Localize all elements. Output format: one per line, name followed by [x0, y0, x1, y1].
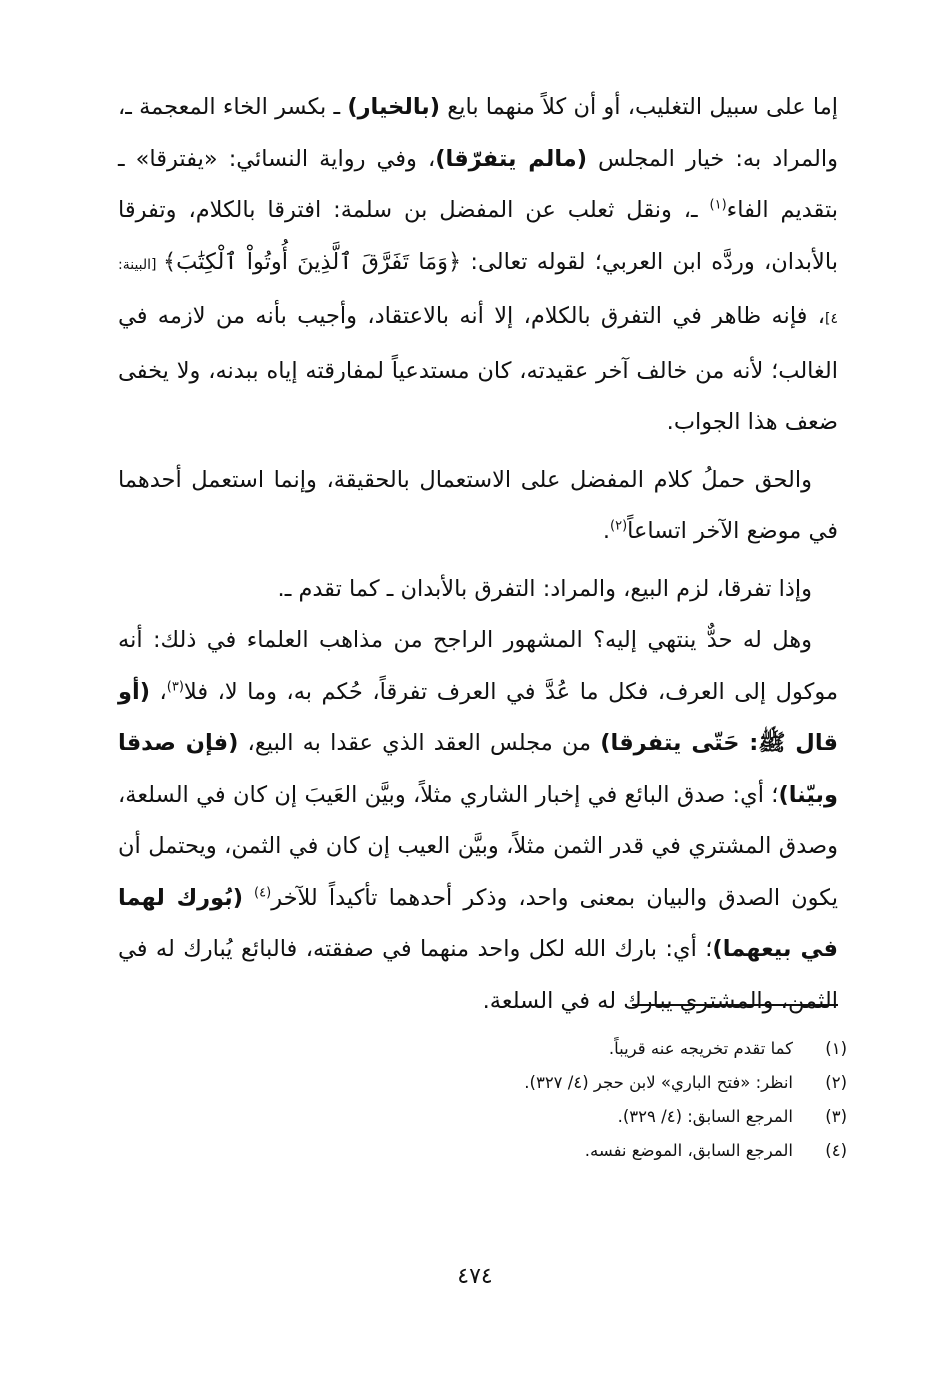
paragraph-2: [118, 455, 838, 558]
text-span: ،: [149, 678, 167, 705]
footnote-ref-1: (١): [709, 197, 727, 213]
paragraph-4: [118, 615, 838, 1027]
text-span: والحق حملُ كلام المفضل على الاستعمال بالحقيقة، وإنما استعمل أحدهما في موضع الآخر اتساعاً: [118, 466, 838, 544]
footnote-number: (٤): [825, 1141, 847, 1160]
footnote-ref-2: (٢): [610, 518, 628, 534]
footnote-item: [118, 1134, 847, 1168]
footnote-ref-3: (٣): [166, 679, 184, 694]
bold-phrase: (أو قال ﷺ: حَتّى يتفرقا): [118, 678, 839, 756]
text-span: ـ، ونقل ثعلب عن المفضل بن سلمة: افترقا بالكلام، وتفرقا بالأبدان، وردَّه ابن العربي؛ لقوله تعالى:: [118, 197, 839, 275]
footnotes: [118, 1032, 847, 1168]
bold-phrase: (مالم يتفرّقا): [435, 145, 587, 172]
footnote-number: (١): [825, 1039, 847, 1058]
quran-citation: [البينة: ٤]: [118, 256, 838, 327]
footnote-item: [118, 1066, 847, 1100]
quran-verse: ﴿وَمَا تَفَرَّقَ ٱلَّذِينَ أُوتُواْ ٱلْكِتَٰبَ﴾: [163, 248, 462, 275]
footnote-text: كما تقدم تخريجه عنه قريباً.: [608, 1039, 793, 1058]
paragraph-3: [118, 564, 838, 616]
footnote-text: المرجع السابق: (٤/ ٣٢٩).: [617, 1107, 793, 1126]
text-span: ؛ أي: صدق البائع في إخبار الشاري مثلاً، وبيَّن العَيبَ إن كان في السلعة، وصدق المشتري في قدر الثمن مثلاً، وبيَّن العيب إن كان في الثمن، ويحتمل أن يكون الصدق والبيان بمعنى واحد، وذكر أحدهما تأكيداً للآخر: [118, 781, 838, 911]
page-number: ٤٧٤: [457, 1264, 493, 1289]
text-span: ـ بكسر الخاء المعجمة ـ، والمراد به: خيار المجلس: [118, 94, 838, 172]
main-text: [118, 82, 838, 1027]
text-span: إما على سبيل التغليب، أو أن كلاً منهما بايع: [440, 94, 838, 120]
footnote-divider: [632, 1004, 838, 1006]
text-span: [243, 885, 254, 911]
text-span: ؛ أي: بارك الله لكل واحد منهما في صفقته، فالبائع يُبارك له في الثمن، والمشتري يبارك له في السلعة.: [118, 936, 838, 1014]
text-span: وهل له حدٌّ ينتهي إليه؟ المشهور الراجح من مذاهب العلماء في ذلك: أنه موكول إلى العرف، فكل ما عُدَّ في العرف تفرقاً، حُكم به، وما لا، فلا: [118, 627, 838, 705]
footnote-number: (٢): [825, 1073, 847, 1092]
text-span: وإذا تفرقا، لزم البيع، والمراد: التفرق بالأبدان ـ كما تقدم ـ.: [277, 575, 812, 602]
footnote-ref-4: (٤): [254, 885, 272, 900]
footnote-text: المرجع السابق، الموضع نفسه.: [584, 1141, 793, 1160]
bold-phrase: (فإن صدقا وبيّنا): [118, 730, 838, 808]
bold-phrase: (بُورك لهما في بيعهما): [118, 884, 838, 962]
paragraph-1: [118, 82, 838, 449]
text-span: .: [602, 518, 610, 544]
bold-phrase: (بالخيار): [347, 94, 441, 120]
footnote-item: [118, 1032, 847, 1066]
footnote-text: انظر: «فتح الباري» لابن حجر (٤/ ٣٢٧).: [524, 1073, 793, 1092]
text-span: من مجلس العقد الذي عقدا به البيع،: [238, 730, 601, 756]
footnote-item: [118, 1100, 847, 1134]
text-span: ، وفي رواية النسائي: «يفترقا» ـ بتقديم الفاء: [118, 145, 838, 223]
text-span: ، فإنه ظاهر في التفرق بالكلام، إلا أنه بالاعتقاد، وأجيب بأنه من لازمه في الغالب؛ لأنه من خالف آخر عقيدته، كان مستدعياً لمفارقته إياه ببدنه، ولا يخفى ضعف هذا الجواب.: [118, 303, 838, 435]
footnote-number: (٣): [825, 1107, 847, 1126]
